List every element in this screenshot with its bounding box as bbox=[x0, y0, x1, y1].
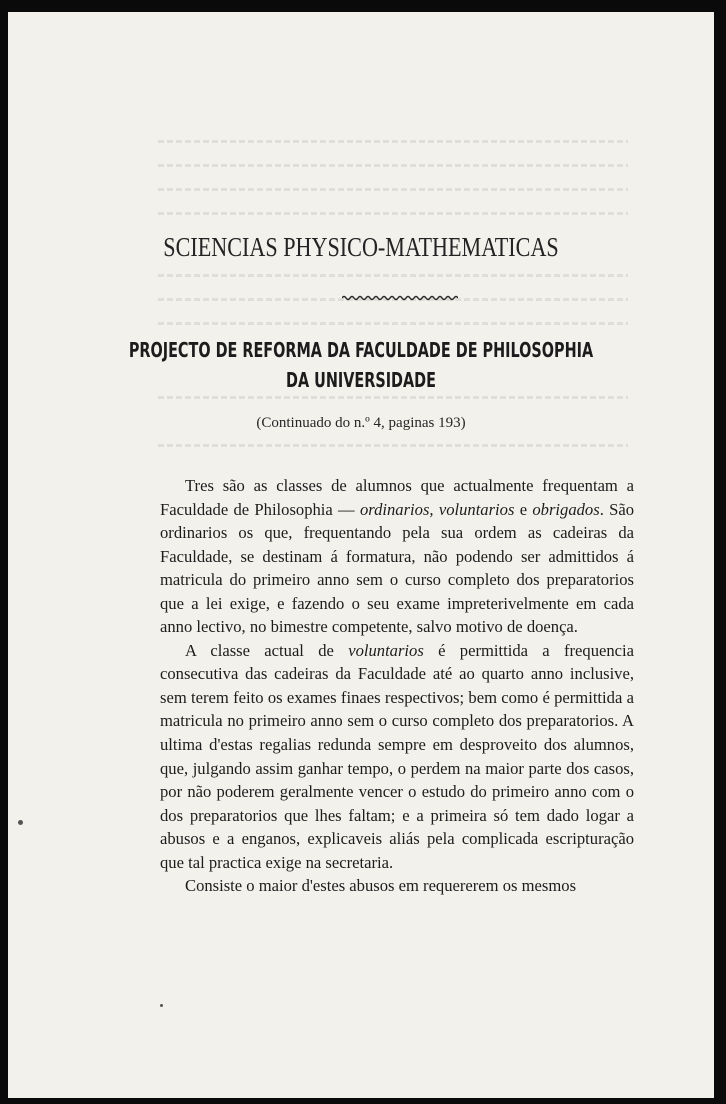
italic-run: ordinarios, voluntarios bbox=[359, 499, 515, 519]
bleed-through-line bbox=[158, 212, 628, 215]
section-title: SCIENCIAS PHYSICO-MATHEMATICAS bbox=[163, 232, 559, 262]
continuation-note: (Continuado do n.º 4, paginas 193) bbox=[256, 415, 466, 431]
text-run: é permittida a frequencia consecutiva das cadeiras da Faculdade até ao quarto anno inclusive, sem terem feito os exames finaes respectivos; bem como é permittida a matricula no primeiro anno sem o curso completo dos preparatorios. A ultima d'estas regalias redunda sempre em desproveito dos alumnos, que, julgando assim ganhar tempo, o perdem na maior parte dos casos, por não poderem geralmente vencer o estudo do primeiro anno com o dos preparatorios que lhes faltam; e a primeira só tem dado logar a abusos e a enganos, explicaveis aliás pela complicada escripturação que tal practica exige na secretaria. bbox=[160, 640, 634, 872]
article-body bbox=[160, 474, 634, 898]
paper-speck bbox=[18, 820, 23, 825]
paragraph-3 bbox=[160, 874, 634, 898]
bleed-through-line bbox=[158, 164, 628, 167]
bleed-through-line bbox=[158, 140, 628, 143]
paragraph-1 bbox=[160, 474, 634, 639]
paragraph-2 bbox=[160, 639, 634, 874]
text-run: Consiste o maior d'estes abusos em requererem os mesmos bbox=[185, 876, 577, 896]
bleed-through-line bbox=[158, 322, 628, 325]
italic-run: voluntarios bbox=[348, 640, 424, 660]
bleed-through-line bbox=[158, 274, 628, 277]
bleed-through-line bbox=[158, 396, 628, 399]
bleed-through-line bbox=[158, 188, 628, 191]
text-run: A classe actual de bbox=[185, 640, 349, 660]
text-run: e bbox=[514, 499, 533, 519]
paper-speck bbox=[160, 1004, 163, 1007]
text-run: Tres são as classes de alumnos que actualmente frequentam a Faculdade de Philosophia — bbox=[160, 476, 634, 519]
article-title-line-1: PROJECTO DE REFORMA DA FACULDADE DE PHILOSOPHIA bbox=[128, 338, 594, 362]
book-page bbox=[8, 12, 714, 1098]
text-run: . São ordinarios os que, frequentando pela sua ordem as cadeiras da Faculdade, se destinam á formatura, não podendo ser admittidos á matricula do primeiro anno sem o curso completo dos preparatorios que a lei exige, e fazendo o seu exame impreterivelmente em cada anno lectivo, no bimestre competente, salvo motivo de doença. bbox=[160, 499, 635, 637]
article-title-line-2: DA UNIVERSIDADE bbox=[286, 368, 436, 392]
wavy-rule-divider bbox=[342, 294, 458, 302]
italic-run: obrigados bbox=[532, 499, 600, 519]
bleed-through-line bbox=[158, 444, 628, 447]
